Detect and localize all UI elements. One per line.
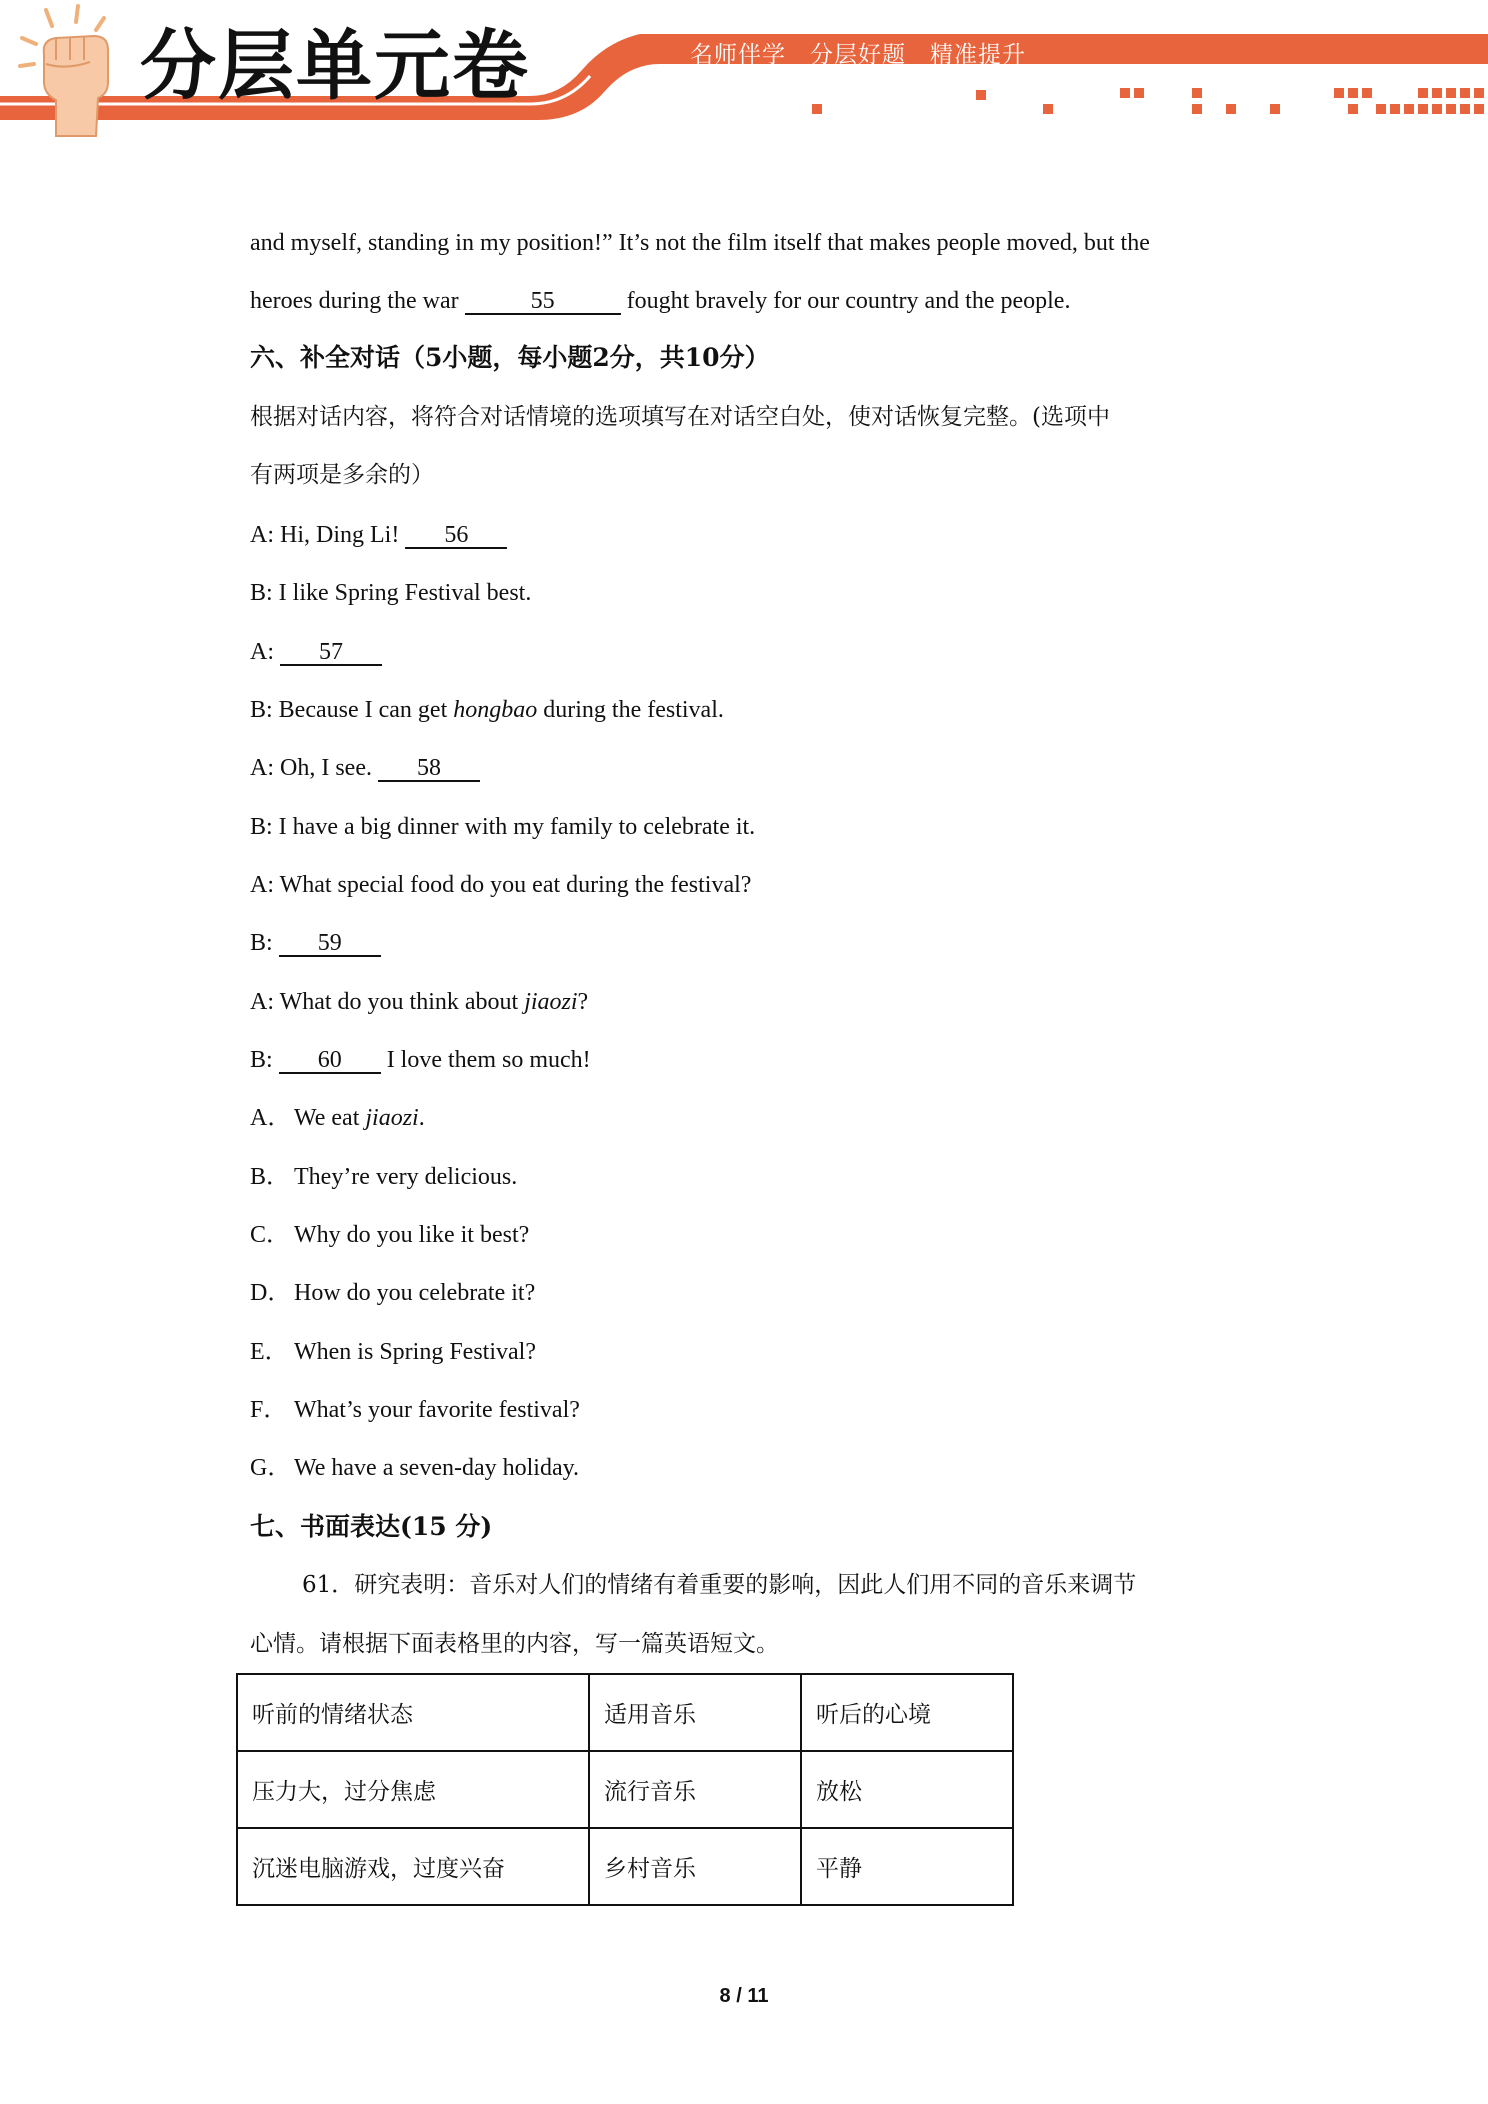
- dialogue-line: B: I have a big dinner with my family to celebrate it.: [250, 814, 756, 840]
- table-cell: 乡村音乐: [589, 1828, 801, 1905]
- dialogue-text: ?: [577, 989, 589, 1015]
- italic-word: hongbao: [453, 697, 538, 723]
- page-number: 8 / 11: [719, 1985, 769, 2007]
- passage-text: fought bravely for our country and the people.: [626, 288, 1071, 314]
- answer-blank-59[interactable]: 59: [279, 931, 381, 957]
- option-text: We eat: [294, 1105, 366, 1131]
- dialogue-text: B:: [250, 930, 273, 956]
- slogan-item: 名师伴学: [690, 42, 786, 68]
- dialogue-line: [250, 520, 507, 550]
- dialogue-text: A: Hi, Ding Li!: [250, 522, 400, 548]
- answer-blank-57[interactable]: 57: [280, 640, 382, 666]
- option-text: How do you celebrate it?: [294, 1280, 536, 1306]
- option-item: [250, 1278, 535, 1308]
- option-item: [250, 1220, 529, 1250]
- dialogue-text: A: What do you think about: [250, 989, 525, 1015]
- slogan-item: 分层好题: [810, 42, 906, 68]
- table-cell: 适用音乐: [589, 1674, 801, 1751]
- table-cell: 流行音乐: [589, 1751, 801, 1828]
- table-cell: 平静: [801, 1828, 1013, 1905]
- table-row: [237, 1751, 1013, 1828]
- option-text: .: [418, 1105, 425, 1131]
- table-cell: 压力大，过分焦虑: [237, 1751, 589, 1828]
- option-text: When is Spring Festival?: [294, 1339, 536, 1365]
- table-cell: 放松: [801, 1751, 1013, 1828]
- dialogue-line: [250, 695, 724, 725]
- answer-blank-58[interactable]: 58: [378, 756, 480, 782]
- answer-blank-56[interactable]: 56: [405, 523, 507, 549]
- instruction-text: 根据对话内容，将符合对话情境的选项填写在对话空白处，使对话恢复完整。(选项中: [250, 404, 1110, 430]
- table-cell: 听后的心境: [801, 1674, 1013, 1751]
- table-cell: 沉迷电脑游戏，过度兴奋: [237, 1828, 589, 1905]
- dialogue-line: B: I like Spring Festival best.: [250, 580, 532, 606]
- italic-word: jiaozi: [524, 989, 578, 1015]
- option-item: [250, 1103, 425, 1133]
- option-text: Why do you like it best?: [294, 1222, 530, 1248]
- option-text: We have a seven-day holiday.: [294, 1455, 580, 1481]
- option-letter: F．: [250, 1397, 288, 1423]
- logo-title: 分层单元卷: [140, 21, 530, 110]
- dialogue-line: [250, 928, 381, 958]
- table-row: [237, 1674, 1013, 1751]
- option-item: [250, 1337, 536, 1367]
- writing-prompt: 心情。请根据下面表格里的内容，写一篇英语短文。: [250, 1631, 779, 1657]
- option-letter: G．: [250, 1455, 292, 1481]
- dialogue-line: [250, 1045, 591, 1075]
- option-text: What’s your favorite festival?: [294, 1397, 580, 1423]
- table-row: [237, 1828, 1013, 1905]
- option-letter: B．: [250, 1164, 291, 1190]
- music-mood-table: [236, 1673, 1014, 1906]
- writing-prompt: 61．研究表明：音乐对人们的情绪有着重要的影响，因此人们用不同的音乐来调节: [302, 1572, 1137, 1598]
- table-cell: 听前的情绪状态: [237, 1674, 589, 1751]
- option-letter: D．: [250, 1280, 292, 1306]
- option-text: They’re very delicious.: [294, 1164, 518, 1190]
- dialogue-text: I love them so much!: [386, 1047, 591, 1073]
- option-item: [250, 1453, 579, 1483]
- section-heading: 六、补全对话（5小题，每小题2分，共10分）: [250, 343, 770, 372]
- dialogue-line: A: What special food do you eat during the festival?: [250, 872, 752, 898]
- passage-line: [250, 286, 1070, 316]
- dialogue-line: [250, 987, 588, 1017]
- answer-blank-55[interactable]: 55: [465, 289, 621, 315]
- dialogue-text: B: Because I can get: [250, 697, 454, 723]
- option-letter: A．: [250, 1105, 292, 1131]
- option-letter: E．: [250, 1339, 289, 1365]
- answer-blank-60[interactable]: 60: [279, 1048, 381, 1074]
- italic-word: jiaozi: [365, 1105, 419, 1131]
- dialogue-line: [250, 637, 382, 667]
- header-slogan: [690, 36, 1050, 69]
- fist-logo-icon: [16, 4, 126, 138]
- dialogue-text: A: Oh, I see.: [250, 755, 372, 781]
- dialogue-text: during the festival.: [537, 697, 724, 723]
- option-letter: C．: [250, 1222, 291, 1248]
- slogan-item: 精准提升: [930, 42, 1026, 68]
- passage-text: heroes during the war: [250, 288, 459, 314]
- page-header: [0, 0, 1488, 140]
- dialogue-text: A:: [250, 639, 274, 665]
- dialogue-line: [250, 753, 480, 783]
- section-heading: 七、书面表达(15 分): [250, 1512, 493, 1541]
- instruction-text: 有两项是多余的）: [250, 462, 434, 488]
- option-item: [250, 1395, 580, 1425]
- option-item: [250, 1162, 517, 1192]
- dialogue-text: B:: [250, 1047, 273, 1073]
- passage-line: and myself, standing in my position!” It’s not the film itself that makes people moved, but the: [250, 230, 1150, 256]
